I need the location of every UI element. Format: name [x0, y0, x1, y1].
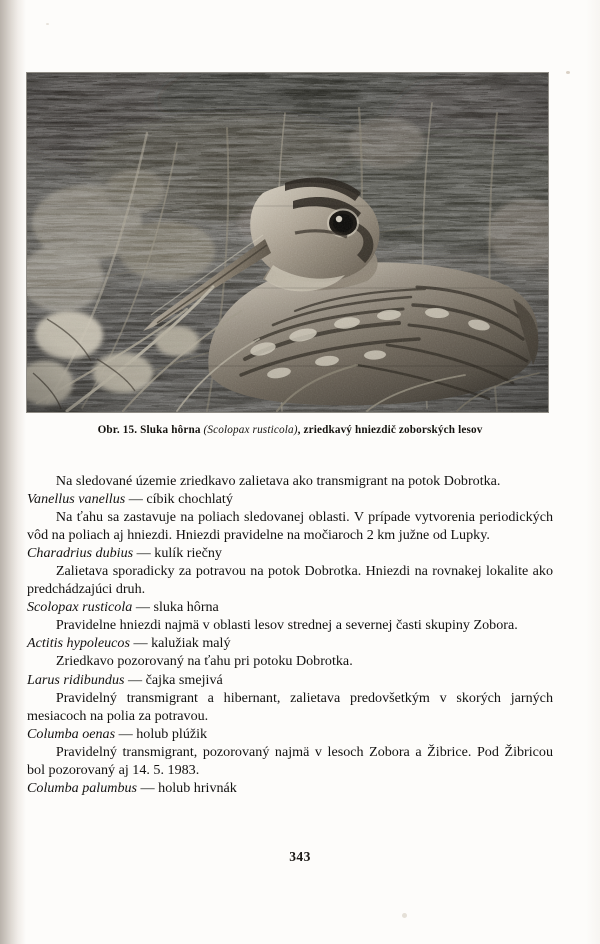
page-gutter-shadow: [0, 0, 26, 944]
species-heading: [27, 779, 553, 797]
species-slovak-name: holub plúžik: [136, 725, 208, 742]
species-separator: —: [115, 725, 137, 742]
body-paragraph: Pravidelný transmigrant, pozorovaný najmä v lesoch Zobora a Žibrice. Pod Žibricou bol pozorovaný aj 14. 5. 1983.: [27, 743, 553, 778]
species-slovak-name: cíbik chochlatý: [146, 491, 233, 508]
species-heading: [27, 725, 553, 743]
species-separator: —: [125, 491, 147, 508]
species-heading: [27, 671, 553, 689]
species-separator: —: [133, 545, 155, 562]
species-latin-name: Charadrius dubius: [27, 545, 134, 562]
species-slovak-name: sluka hôrna: [153, 599, 219, 616]
species-heading: [27, 544, 553, 562]
figure-caption-common-name: Sluka hôrna: [140, 424, 201, 436]
body-text: [27, 472, 553, 797]
body-paragraph: Zalietava sporadicky za potravou na potok Dobrotka. Hniezdi na rovnakej lokalite ako predchádzajúci druh.: [27, 563, 553, 598]
species-latin-name: Scolopax rusticola: [27, 599, 133, 616]
scan-speck: [566, 71, 570, 74]
species-slovak-name: čajka smejivá: [145, 671, 223, 688]
species-latin-name: Actitis hypoleucos: [27, 635, 130, 652]
body-paragraph: Zriedkavo pozorovaný na ťahu pri potoku Dobrotka.: [55, 653, 353, 670]
species-slovak-name: kalužiak malý: [151, 635, 231, 652]
scan-speck: [402, 913, 407, 918]
page-right-edge: [586, 0, 600, 944]
figure-caption-label: Obr. 15.: [97, 424, 138, 436]
body-paragraph: Pravidelný transmigrant a hibernant, zalietava predovšetkým v skorých jarných mesiacoch na polia za potravou.: [27, 689, 553, 724]
species-separator: —: [124, 671, 146, 688]
body-paragraph: Na ťahu sa zastavuje na poliach sledovanej oblasti. V prípade vytvorenia periodických vôd na poliach aj hniezdi. Hniezdi pravidelne na močiaroch 2 km južne od Lupky.: [27, 509, 553, 544]
species-slovak-name: kulík riečny: [154, 545, 222, 562]
species-latin-name: Columba oenas: [27, 725, 116, 742]
species-separator: —: [132, 599, 154, 616]
body-paragraph: Na sledované územie zriedkavo zalietava ako transmigrant na potok Dobrotka.: [55, 473, 501, 489]
body-paragraph: Pravidelne hniezdi najmä v oblasti lesov strednej a severnej časti skupiny Zobora.: [55, 617, 518, 634]
species-heading: [27, 598, 553, 616]
species-separator: —: [137, 779, 159, 796]
page-number: 343: [289, 849, 311, 864]
species-separator: —: [129, 635, 152, 652]
species-heading: [27, 634, 553, 652]
species-latin-name: Larus ridibundus: [27, 671, 125, 688]
figure-block: [27, 73, 548, 412]
species-latin-name: Vanellus vanellus: [27, 491, 126, 508]
scan-speck: [46, 23, 49, 25]
figure-caption-descriptor: , zriedkavý hniezdič zoborských lesov: [297, 424, 483, 436]
species-latin-name: Columba palumbus: [27, 779, 138, 796]
figure-caption: [27, 424, 553, 436]
woodcock-photograph: [27, 73, 548, 412]
species-heading: [27, 490, 553, 508]
figure-caption-scientific-name: (Scolopax rusticola): [203, 424, 298, 436]
species-slovak-name: holub hrivnák: [158, 779, 237, 796]
